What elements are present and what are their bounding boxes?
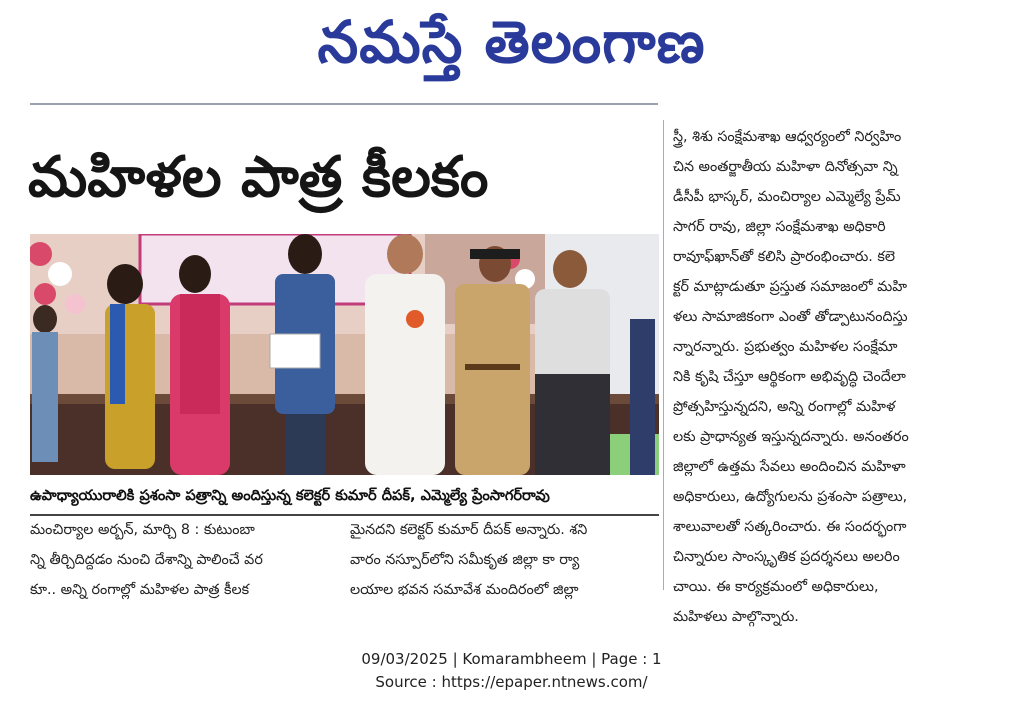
- article-column-left: [30, 515, 333, 605]
- photo-caption: ఉపాధ్యాయురాలికి ప్రశంసా పత్రాన్ని అందిస్తున్న కలెక్టర్ కుమార్ దీపక్, ఎమ్మెల్యే ప్రేంసాగర్‌రావు: [30, 487, 550, 504]
- column-line: క్టర్ మాట్లాడుతూ ప్రస్తుత సమాజంలో మహి: [673, 279, 907, 295]
- column-line: రావూఫ్‌ఖాన్‌తో కలిసి ప్రారంభించారు. కలె: [673, 249, 895, 265]
- column-line: వారం నస్పూర్‌లోని సమీకృత జిల్లా కా ర్యా: [350, 552, 580, 568]
- footer-edition-info: 09/03/2025 | Komarambheem | Page : 1: [361, 650, 662, 668]
- masthead-divider: [30, 103, 658, 109]
- article-column-right: [673, 122, 1003, 632]
- column-line: ళలు సామాజికంగా ఎంతో తోడ్పాటునందిస్తు: [673, 309, 908, 325]
- newspaper-masthead: నమస్తే తెలంగాణ: [317, 8, 706, 76]
- column-line: కూ.. అన్ని రంగాల్లో మహిళల పాత్ర కీలక: [30, 582, 250, 598]
- column-line: నికి కృషి చేస్తూ ఆర్థికంగా అభివృద్ధి చెందేలా: [673, 369, 906, 385]
- column-line: ప్రోత్సహిస్తున్నదని, అన్ని రంగాల్లో మహిళ: [673, 399, 896, 415]
- article-headline: మహిళల పాత్ర కీలకం: [28, 145, 489, 210]
- column-divider: [663, 120, 664, 590]
- column-line: న్నారన్నారు. ప్రభుత్వం మహిళల సంక్షేమా: [673, 339, 898, 355]
- column-line: మైనదని కలెక్టర్ కుమార్ దీపక్ అన్నారు. శని: [350, 522, 588, 538]
- column-line: మంచిర్యాల అర్బన్, మార్చి 8 : కుటుంబా: [30, 522, 255, 538]
- column-line: చాయి. ఈ కార్యక్రమంలో అధికారులు,: [673, 579, 879, 595]
- article-photo: [30, 234, 659, 475]
- footer-source: Source : https://epaper.ntnews.com/: [375, 673, 648, 691]
- column-line: శాలువాలతో సత్కరించారు. ఈ సందర్భంగా: [673, 519, 907, 535]
- article-column-middle: [350, 515, 660, 605]
- column-line: సాగర్ రావు, జిల్లా సంక్షేమశాఖ అధికారి: [673, 219, 886, 235]
- column-line: మహిళలు పాల్గొన్నారు.: [673, 609, 799, 625]
- column-line: స్త్రీ, శిశు సంక్షేమశాఖ ఆధ్వర్యంలో నిర్వహిం: [673, 129, 902, 145]
- column-line: న్ని తీర్చిదిద్దడం నుంచి దేశాన్ని పాలించే వర: [30, 552, 263, 568]
- column-line: చిన్నారుల సాంస్కృతిక ప్రదర్శనలు అలరిం: [673, 549, 900, 565]
- column-line: లకు ప్రాధాన్యత ఇస్తున్నదన్నారు. అనంతరం: [673, 429, 909, 445]
- column-line: లయాల భవన సమావేశ మందిరంలో జిల్లా: [350, 582, 579, 598]
- column-line: అధికారులు, ఉద్యోగులను ప్రశంసా పత్రాలు,: [673, 489, 908, 505]
- column-line: డీసీపీ భాస్కర్, మంచిర్యాల ఎమ్మెల్యే ప్రేమ్: [673, 189, 901, 205]
- column-line: జిల్లాలో ఉత్తమ సేవలు అందించిన మహిళా: [673, 459, 906, 475]
- column-line: చిన అంతర్జాతీయ మహిళా దినోత్సవా న్ని: [673, 159, 898, 175]
